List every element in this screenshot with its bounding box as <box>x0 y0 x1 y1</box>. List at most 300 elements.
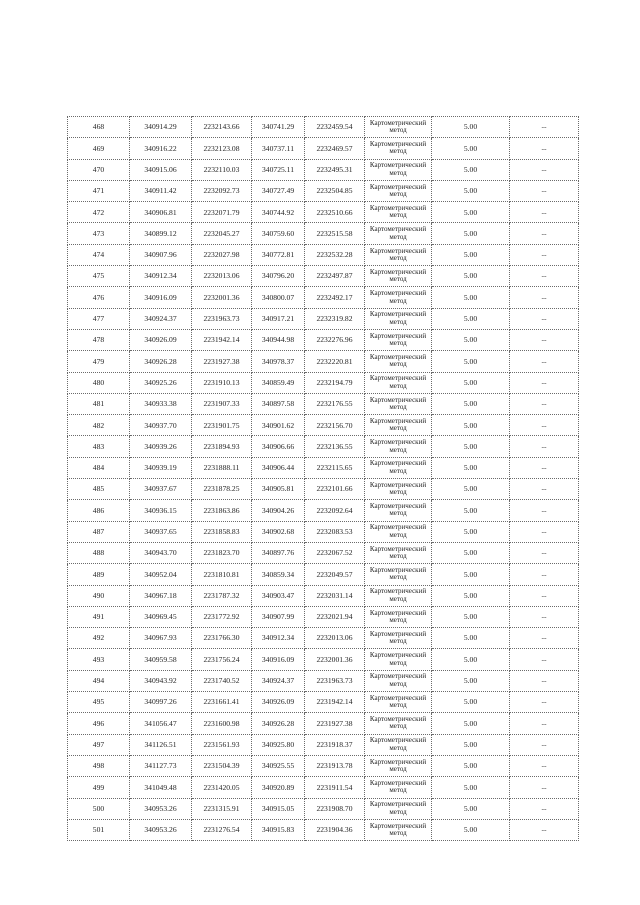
x1-cell: 340937.67 <box>130 479 192 500</box>
method-cell: Картометрический метод <box>365 138 432 159</box>
method-cell: Картометрический метод <box>365 628 432 649</box>
n-cell: 472 <box>68 202 130 223</box>
y2-cell: 2232115.65 <box>305 457 365 478</box>
note-cell: -- <box>510 180 579 201</box>
x2-cell: 340978.37 <box>252 351 305 372</box>
note-cell: -- <box>510 670 579 691</box>
x2-cell: 340796.20 <box>252 266 305 287</box>
method-cell: Картометрический метод <box>365 180 432 201</box>
table-row <box>68 798 579 819</box>
y2-cell: 2231911.54 <box>305 777 365 798</box>
y1-cell: 2231787.32 <box>192 585 252 606</box>
y2-cell: 2231913.78 <box>305 755 365 776</box>
y1-cell: 2231942.14 <box>192 329 252 350</box>
y1-cell: 2232143.66 <box>192 117 252 138</box>
n-cell: 497 <box>68 734 130 755</box>
method-cell: Картометрический метод <box>365 606 432 627</box>
x1-cell: 340926.09 <box>130 329 192 350</box>
table-row <box>68 415 579 436</box>
x1-cell: 340959.58 <box>130 649 192 670</box>
n-cell: 495 <box>68 692 130 713</box>
acc-cell: 5.00 <box>432 202 510 223</box>
note-cell: -- <box>510 415 579 436</box>
n-cell: 470 <box>68 159 130 180</box>
acc-cell: 5.00 <box>432 244 510 265</box>
x1-cell: 340912.34 <box>130 266 192 287</box>
x1-cell: 340924.37 <box>130 308 192 329</box>
method-cell: Картометрический метод <box>365 819 432 840</box>
acc-cell: 5.00 <box>432 755 510 776</box>
acc-cell: 5.00 <box>432 798 510 819</box>
acc-cell: 5.00 <box>432 457 510 478</box>
y2-cell: 2231942.14 <box>305 692 365 713</box>
n-cell: 476 <box>68 287 130 308</box>
note-cell: -- <box>510 138 579 159</box>
method-cell: Картометрический метод <box>365 436 432 457</box>
acc-cell: 5.00 <box>432 117 510 138</box>
n-cell: 479 <box>68 351 130 372</box>
y2-cell: 2232049.57 <box>305 564 365 585</box>
x2-cell: 340897.76 <box>252 542 305 563</box>
y2-cell: 2232031.14 <box>305 585 365 606</box>
x2-cell: 340737.11 <box>252 138 305 159</box>
n-cell: 489 <box>68 564 130 585</box>
y1-cell: 2232001.36 <box>192 287 252 308</box>
x1-cell: 340953.26 <box>130 798 192 819</box>
acc-cell: 5.00 <box>432 713 510 734</box>
y2-cell: 2232194.79 <box>305 372 365 393</box>
n-cell: 486 <box>68 500 130 521</box>
x2-cell: 340859.34 <box>252 564 305 585</box>
table-row <box>68 564 579 585</box>
x1-cell: 340943.92 <box>130 670 192 691</box>
x2-cell: 340905.81 <box>252 479 305 500</box>
note-cell: -- <box>510 244 579 265</box>
method-cell: Картометрический метод <box>365 692 432 713</box>
method-cell: Картометрический метод <box>365 713 432 734</box>
x2-cell: 340926.09 <box>252 692 305 713</box>
note-cell: -- <box>510 649 579 670</box>
x2-cell: 340901.62 <box>252 415 305 436</box>
method-cell: Картометрический метод <box>365 649 432 670</box>
y2-cell: 2232492.17 <box>305 287 365 308</box>
table-row <box>68 372 579 393</box>
method-cell: Картометрический метод <box>365 159 432 180</box>
y2-cell: 2232101.66 <box>305 479 365 500</box>
x2-cell: 340917.21 <box>252 308 305 329</box>
y1-cell: 2231766.30 <box>192 628 252 649</box>
y1-cell: 2232092.73 <box>192 180 252 201</box>
y2-cell: 2232497.87 <box>305 266 365 287</box>
table-row <box>68 542 579 563</box>
y1-cell: 2231315.91 <box>192 798 252 819</box>
method-cell: Картометрический метод <box>365 542 432 563</box>
acc-cell: 5.00 <box>432 393 510 414</box>
y1-cell: 2231863.86 <box>192 500 252 521</box>
y2-cell: 2232319.82 <box>305 308 365 329</box>
n-cell: 469 <box>68 138 130 159</box>
table-row <box>68 628 579 649</box>
note-cell: -- <box>510 436 579 457</box>
y1-cell: 2231420.05 <box>192 777 252 798</box>
x1-cell: 340925.26 <box>130 372 192 393</box>
y2-cell: 2231904.36 <box>305 819 365 840</box>
x1-cell: 341127.73 <box>130 755 192 776</box>
y2-cell: 2232021.94 <box>305 606 365 627</box>
x1-cell: 340907.96 <box>130 244 192 265</box>
acc-cell: 5.00 <box>432 351 510 372</box>
note-cell: -- <box>510 755 579 776</box>
y2-cell: 2232067.52 <box>305 542 365 563</box>
y1-cell: 2231504.39 <box>192 755 252 776</box>
n-cell: 491 <box>68 606 130 627</box>
x2-cell: 340915.83 <box>252 819 305 840</box>
note-cell: -- <box>510 692 579 713</box>
y2-cell: 2232459.54 <box>305 117 365 138</box>
y1-cell: 2232045.27 <box>192 223 252 244</box>
note-cell: -- <box>510 223 579 244</box>
x1-cell: 340943.70 <box>130 542 192 563</box>
y1-cell: 2232110.03 <box>192 159 252 180</box>
y1-cell: 2231772.92 <box>192 606 252 627</box>
y1-cell: 2231661.41 <box>192 692 252 713</box>
table-row <box>68 159 579 180</box>
n-cell: 496 <box>68 713 130 734</box>
y1-cell: 2231740.52 <box>192 670 252 691</box>
n-cell: 498 <box>68 755 130 776</box>
n-cell: 480 <box>68 372 130 393</box>
x2-cell: 340902.68 <box>252 521 305 542</box>
x1-cell: 340952.04 <box>130 564 192 585</box>
acc-cell: 5.00 <box>432 138 510 159</box>
acc-cell: 5.00 <box>432 415 510 436</box>
n-cell: 475 <box>68 266 130 287</box>
x1-cell: 340933.38 <box>130 393 192 414</box>
y2-cell: 2232220.81 <box>305 351 365 372</box>
x1-cell: 340916.22 <box>130 138 192 159</box>
table-row <box>68 585 579 606</box>
method-cell: Картометрический метод <box>365 479 432 500</box>
x1-cell: 340916.09 <box>130 287 192 308</box>
note-cell: -- <box>510 542 579 563</box>
method-cell: Картометрический метод <box>365 457 432 478</box>
acc-cell: 5.00 <box>432 308 510 329</box>
table-row <box>68 223 579 244</box>
n-cell: 477 <box>68 308 130 329</box>
y1-cell: 2231276.54 <box>192 819 252 840</box>
x2-cell: 340859.49 <box>252 372 305 393</box>
y1-cell: 2231810.81 <box>192 564 252 585</box>
x2-cell: 340916.09 <box>252 649 305 670</box>
method-cell: Картометрический метод <box>365 287 432 308</box>
note-cell: -- <box>510 479 579 500</box>
table-row <box>68 670 579 691</box>
n-cell: 492 <box>68 628 130 649</box>
x1-cell: 340997.26 <box>130 692 192 713</box>
y1-cell: 2232027.98 <box>192 244 252 265</box>
method-cell: Картометрический метод <box>365 372 432 393</box>
n-cell: 473 <box>68 223 130 244</box>
x2-cell: 340926.28 <box>252 713 305 734</box>
x1-cell: 340967.93 <box>130 628 192 649</box>
acc-cell: 5.00 <box>432 734 510 755</box>
table-row <box>68 713 579 734</box>
note-cell: -- <box>510 117 579 138</box>
x1-cell: 340939.26 <box>130 436 192 457</box>
y2-cell: 2232495.31 <box>305 159 365 180</box>
x1-cell: 340939.19 <box>130 457 192 478</box>
note-cell: -- <box>510 628 579 649</box>
acc-cell: 5.00 <box>432 287 510 308</box>
method-cell: Картометрический метод <box>365 329 432 350</box>
y1-cell: 2231878.25 <box>192 479 252 500</box>
method-cell: Картометрический метод <box>365 734 432 755</box>
table-row <box>68 138 579 159</box>
note-cell: -- <box>510 585 579 606</box>
x2-cell: 340920.89 <box>252 777 305 798</box>
y2-cell: 2232136.55 <box>305 436 365 457</box>
y2-cell: 2232156.70 <box>305 415 365 436</box>
x2-cell: 340925.55 <box>252 755 305 776</box>
x2-cell: 340925.80 <box>252 734 305 755</box>
acc-cell: 5.00 <box>432 329 510 350</box>
x2-cell: 340759.60 <box>252 223 305 244</box>
y2-cell: 2232515.58 <box>305 223 365 244</box>
method-cell: Картометрический метод <box>365 351 432 372</box>
method-cell: Картометрический метод <box>365 308 432 329</box>
x1-cell: 340936.15 <box>130 500 192 521</box>
note-cell: -- <box>510 202 579 223</box>
y1-cell: 2231894.93 <box>192 436 252 457</box>
x2-cell: 340903.47 <box>252 585 305 606</box>
y1-cell: 2231823.70 <box>192 542 252 563</box>
x2-cell: 340772.81 <box>252 244 305 265</box>
method-cell: Картометрический метод <box>365 266 432 287</box>
n-cell: 478 <box>68 329 130 350</box>
note-cell: -- <box>510 393 579 414</box>
note-cell: -- <box>510 798 579 819</box>
y1-cell: 2232071.79 <box>192 202 252 223</box>
method-cell: Картометрический метод <box>365 564 432 585</box>
method-cell: Картометрический метод <box>365 500 432 521</box>
y1-cell: 2231901.75 <box>192 415 252 436</box>
y2-cell: 2232013.06 <box>305 628 365 649</box>
y1-cell: 2231600.98 <box>192 713 252 734</box>
method-cell: Картометрический метод <box>365 223 432 244</box>
n-cell: 485 <box>68 479 130 500</box>
y1-cell: 2231907.33 <box>192 393 252 414</box>
method-cell: Картометрический метод <box>365 585 432 606</box>
y2-cell: 2232504.85 <box>305 180 365 201</box>
x2-cell: 340727.49 <box>252 180 305 201</box>
y1-cell: 2231858.83 <box>192 521 252 542</box>
x2-cell: 340907.99 <box>252 606 305 627</box>
acc-cell: 5.00 <box>432 521 510 542</box>
acc-cell: 5.00 <box>432 670 510 691</box>
acc-cell: 5.00 <box>432 606 510 627</box>
x2-cell: 340924.37 <box>252 670 305 691</box>
n-cell: 494 <box>68 670 130 691</box>
acc-cell: 5.00 <box>432 692 510 713</box>
x2-cell: 340915.05 <box>252 798 305 819</box>
y2-cell: 2232092.64 <box>305 500 365 521</box>
n-cell: 501 <box>68 819 130 840</box>
x1-cell: 340937.65 <box>130 521 192 542</box>
n-cell: 493 <box>68 649 130 670</box>
table-row <box>68 819 579 840</box>
table-row <box>68 244 579 265</box>
x2-cell: 340906.66 <box>252 436 305 457</box>
y2-cell: 2232469.57 <box>305 138 365 159</box>
y1-cell: 2231963.73 <box>192 308 252 329</box>
coordinates-table <box>67 116 579 841</box>
acc-cell: 5.00 <box>432 372 510 393</box>
acc-cell: 5.00 <box>432 777 510 798</box>
acc-cell: 5.00 <box>432 542 510 563</box>
table-row <box>68 436 579 457</box>
x1-cell: 340926.28 <box>130 351 192 372</box>
acc-cell: 5.00 <box>432 479 510 500</box>
table-row <box>68 117 579 138</box>
method-cell: Картометрический метод <box>365 202 432 223</box>
y2-cell: 2231908.70 <box>305 798 365 819</box>
acc-cell: 5.00 <box>432 564 510 585</box>
acc-cell: 5.00 <box>432 180 510 201</box>
x2-cell: 340741.29 <box>252 117 305 138</box>
acc-cell: 5.00 <box>432 159 510 180</box>
note-cell: -- <box>510 329 579 350</box>
n-cell: 474 <box>68 244 130 265</box>
table-row <box>68 457 579 478</box>
y1-cell: 2232013.06 <box>192 266 252 287</box>
n-cell: 484 <box>68 457 130 478</box>
y2-cell: 2232176.55 <box>305 393 365 414</box>
x2-cell: 340725.11 <box>252 159 305 180</box>
acc-cell: 5.00 <box>432 500 510 521</box>
note-cell: -- <box>510 713 579 734</box>
n-cell: 483 <box>68 436 130 457</box>
table-row <box>68 266 579 287</box>
x1-cell: 340911.42 <box>130 180 192 201</box>
table-row <box>68 202 579 223</box>
y2-cell: 2232083.53 <box>305 521 365 542</box>
note-cell: -- <box>510 266 579 287</box>
note-cell: -- <box>510 457 579 478</box>
note-cell: -- <box>510 287 579 308</box>
table-row <box>68 479 579 500</box>
y1-cell: 2231756.24 <box>192 649 252 670</box>
x2-cell: 340744.92 <box>252 202 305 223</box>
x2-cell: 340944.98 <box>252 329 305 350</box>
y1-cell: 2231927.38 <box>192 351 252 372</box>
x1-cell: 340953.26 <box>130 819 192 840</box>
y2-cell: 2232001.36 <box>305 649 365 670</box>
table-row <box>68 180 579 201</box>
table-row <box>68 734 579 755</box>
acc-cell: 5.00 <box>432 266 510 287</box>
note-cell: -- <box>510 159 579 180</box>
y2-cell: 2232510.66 <box>305 202 365 223</box>
acc-cell: 5.00 <box>432 628 510 649</box>
note-cell: -- <box>510 500 579 521</box>
y1-cell: 2231910.13 <box>192 372 252 393</box>
x1-cell: 341049.48 <box>130 777 192 798</box>
n-cell: 499 <box>68 777 130 798</box>
method-cell: Картометрический метод <box>365 393 432 414</box>
table-row <box>68 329 579 350</box>
n-cell: 481 <box>68 393 130 414</box>
x1-cell: 340967.18 <box>130 585 192 606</box>
x1-cell: 341126.51 <box>130 734 192 755</box>
x1-cell: 341056.47 <box>130 713 192 734</box>
x2-cell: 340904.26 <box>252 500 305 521</box>
y2-cell: 2231918.37 <box>305 734 365 755</box>
x2-cell: 340897.58 <box>252 393 305 414</box>
n-cell: 500 <box>68 798 130 819</box>
table-row <box>68 521 579 542</box>
method-cell: Картометрический метод <box>365 777 432 798</box>
x1-cell: 340906.81 <box>130 202 192 223</box>
n-cell: 490 <box>68 585 130 606</box>
n-cell: 468 <box>68 117 130 138</box>
table-row <box>68 500 579 521</box>
method-cell: Картометрический метод <box>365 117 432 138</box>
table-row <box>68 649 579 670</box>
acc-cell: 5.00 <box>432 585 510 606</box>
y1-cell: 2231561.93 <box>192 734 252 755</box>
acc-cell: 5.00 <box>432 223 510 244</box>
y1-cell: 2231888.11 <box>192 457 252 478</box>
table-row <box>68 287 579 308</box>
note-cell: -- <box>510 734 579 755</box>
method-cell: Картометрический метод <box>365 670 432 691</box>
note-cell: -- <box>510 564 579 585</box>
method-cell: Картометрический метод <box>365 798 432 819</box>
y2-cell: 2232276.96 <box>305 329 365 350</box>
n-cell: 471 <box>68 180 130 201</box>
table-row <box>68 692 579 713</box>
y2-cell: 2232532.28 <box>305 244 365 265</box>
note-cell: -- <box>510 351 579 372</box>
acc-cell: 5.00 <box>432 436 510 457</box>
method-cell: Картометрический метод <box>365 415 432 436</box>
note-cell: -- <box>510 777 579 798</box>
method-cell: Картометрический метод <box>365 755 432 776</box>
note-cell: -- <box>510 372 579 393</box>
acc-cell: 5.00 <box>432 819 510 840</box>
table-row <box>68 755 579 776</box>
x2-cell: 340912.34 <box>252 628 305 649</box>
x1-cell: 340969.45 <box>130 606 192 627</box>
method-cell: Картометрический метод <box>365 521 432 542</box>
note-cell: -- <box>510 308 579 329</box>
table-row <box>68 777 579 798</box>
n-cell: 487 <box>68 521 130 542</box>
note-cell: -- <box>510 819 579 840</box>
y2-cell: 2231927.38 <box>305 713 365 734</box>
n-cell: 482 <box>68 415 130 436</box>
y1-cell: 2232123.08 <box>192 138 252 159</box>
table-row <box>68 351 579 372</box>
x2-cell: 340906.44 <box>252 457 305 478</box>
x1-cell: 340915.06 <box>130 159 192 180</box>
note-cell: -- <box>510 606 579 627</box>
method-cell: Картометрический метод <box>365 244 432 265</box>
acc-cell: 5.00 <box>432 649 510 670</box>
x1-cell: 340899.12 <box>130 223 192 244</box>
x2-cell: 340800.07 <box>252 287 305 308</box>
table-row <box>68 393 579 414</box>
